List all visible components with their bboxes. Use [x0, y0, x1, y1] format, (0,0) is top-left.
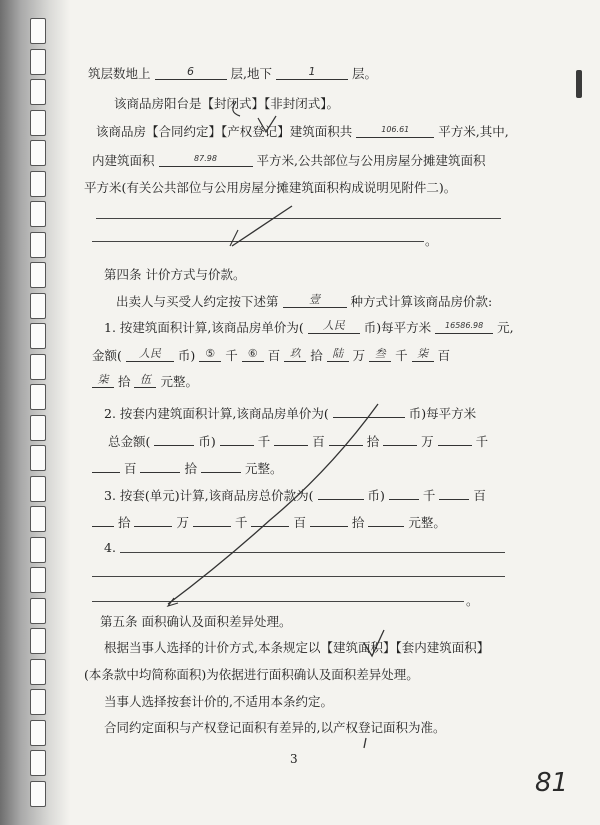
- text: 百: [473, 488, 486, 503]
- shared-area-line: 平方米(有关公共部位与公用房屋分摊建筑面积构成说明见附件二)。: [84, 180, 457, 195]
- text: 万: [352, 348, 366, 363]
- handwritten-value: 玖: [289, 347, 301, 360]
- text: 拾: [117, 515, 131, 530]
- text: 出卖人与买受人约定按下述第: [116, 294, 279, 309]
- handwritten-value: 柒: [417, 347, 429, 360]
- article-5-heading: 第五条 面积确认及面积差异处理。: [100, 614, 292, 629]
- text: 平方米,公共部位与公用房屋分摊建筑面积: [256, 153, 486, 168]
- article-5-text-2: (本条款中均简称面积)为依据进行面积确认及面积差异处理。: [84, 667, 419, 682]
- text: 百: [123, 461, 137, 476]
- text: 万: [176, 515, 189, 530]
- text: 币): [177, 348, 196, 363]
- handwritten-value: 陆: [332, 347, 344, 360]
- handwritten-value: 人民: [322, 319, 345, 332]
- text: 元整。: [244, 461, 283, 476]
- text: 百: [437, 348, 451, 363]
- text: 千: [475, 434, 489, 449]
- handwritten-value: 106.61: [381, 125, 410, 134]
- text: 总金额(: [108, 434, 151, 449]
- text: 层,地下: [230, 66, 272, 81]
- text: 币)每平方米: [363, 320, 432, 335]
- text: 拾: [366, 434, 380, 449]
- article-5-text-1: 根据当事人选择的计价方式,本条规定以【建筑面积】【套内建筑面积】: [104, 640, 490, 655]
- article-5-text-3: 当事人选择按套计价的,不适用本条约定。: [104, 694, 333, 709]
- text: 币): [367, 488, 385, 503]
- handwritten-value: ⑤: [205, 347, 216, 360]
- balcony-line: 该商品房阳台是【封闭式】【非封闭式】。: [114, 96, 340, 111]
- text: 拾: [310, 348, 323, 363]
- text: 百: [293, 515, 306, 530]
- text: 千: [395, 348, 408, 363]
- handwritten-value: 柒: [97, 373, 109, 386]
- text: 层。: [351, 66, 377, 81]
- text: 元整。: [408, 515, 446, 530]
- text: 种方式计算该商品房价款:: [350, 294, 493, 309]
- text: 3. 按套(单元)计算,该商品房总价款为(: [104, 488, 314, 503]
- text: 拾: [184, 461, 197, 476]
- text: 元,: [497, 320, 514, 335]
- text: 百: [267, 348, 281, 363]
- text: 万: [421, 434, 434, 449]
- text: 筑层数地上: [88, 66, 151, 81]
- handwritten-value: 16586.98: [445, 321, 484, 330]
- handwritten-value: 壹: [309, 293, 320, 306]
- handwritten-value: 6: [187, 65, 194, 78]
- handwritten-value: 87.98: [194, 154, 217, 163]
- text: 百: [312, 434, 325, 449]
- text: 元整。: [160, 374, 198, 389]
- text: 千: [225, 348, 238, 363]
- text: 4.: [104, 540, 116, 555]
- text: 1. 按建筑面积计算,该商品房单价为(: [104, 320, 304, 335]
- text: 拾: [117, 374, 131, 389]
- text: 币): [198, 434, 216, 449]
- handwritten-value: 人民: [138, 347, 161, 360]
- article-4-heading: 第四条 计价方式与价款。: [104, 267, 246, 282]
- text: 平方米,其中,: [438, 124, 509, 139]
- handwritten-page-mark: 81: [535, 768, 569, 798]
- article-5-text-4: 合同约定面积与产权登记面积有差异的,以产权登记面积为准。: [104, 720, 446, 735]
- text: 千: [422, 488, 436, 503]
- period: 。: [425, 233, 438, 248]
- period: 。: [466, 593, 479, 608]
- text: 千: [234, 515, 248, 530]
- text: 币)每平方米: [408, 406, 477, 421]
- handwritten-value: 叁: [374, 347, 386, 360]
- text: 金额(: [92, 348, 122, 363]
- handwritten-value: 伍: [139, 373, 151, 386]
- handwritten-value: ⑥: [247, 347, 258, 360]
- handwritten-value: 1: [308, 65, 316, 78]
- text: 内建筑面积: [92, 153, 155, 168]
- text: 2. 按套内建筑面积计算,该商品房单价为(: [104, 406, 329, 421]
- text: 该商品房【合同约定】【产权登记】建筑面积共: [96, 124, 353, 139]
- page-number: 3: [290, 752, 298, 766]
- text: 拾: [351, 515, 365, 530]
- text: 千: [257, 434, 271, 449]
